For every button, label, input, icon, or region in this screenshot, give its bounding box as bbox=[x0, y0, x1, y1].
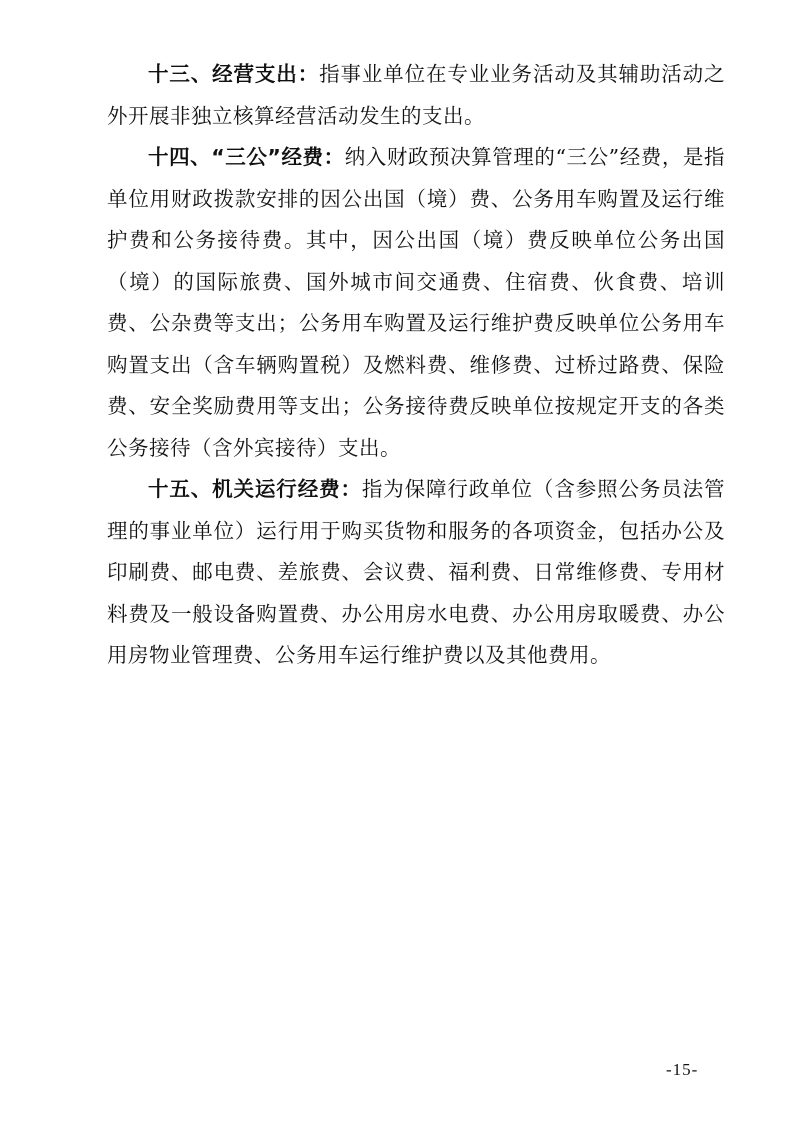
paragraph-three-public-expenses bbox=[107, 137, 725, 469]
definition-three-public-expenses: 纳入财政预决算管理的“三公”经费，是指单位用财政拨款安排的因公出国（境）费、公务用车购置及运行维护费和公务接待费。其中，因公出国（境）费反映单位公务出国（境）的国际旅费、国外城市间交通费、住宿费、伙食费、培训费、公杂费等支出；公务用车购置及运行维护费反映单位公务用车购置支出（含车辆购置税）及燃料费、维修费、过桥过路费、保险费、安全奖励费用等支出；公务接待费反映单位按规定开支的各类公务接待（含外宾接待）支出。 bbox=[107, 145, 725, 460]
paragraph-operating-expenses bbox=[107, 54, 725, 137]
document-body bbox=[107, 54, 725, 677]
page-number: -15- bbox=[666, 1060, 699, 1079]
term-operating-expenses: 十三、经营支出 bbox=[148, 62, 298, 86]
term-separator: ： bbox=[323, 145, 345, 169]
definition-agency-operating-expenses: 指为保障行政单位（含参照公务员法管理的事业单位）运行用于购买货物和服务的各项资金，包括办公及印刷费、邮电费、差旅费、会议费、福利费、日常维修费、专用材料费及一般设备购置费、办公用房水电费、办公用房取暖费、办公用房物业管理费、公务用车运行维护费以及其他费用。 bbox=[107, 477, 726, 667]
term-separator: ： bbox=[297, 62, 320, 86]
term-agency-operating-expenses: 十五、机关运行经费 bbox=[148, 477, 341, 501]
definition-operating-expenses: 指事业单位在专业业务活动及其辅助活动之外开展非独立核算经营活动发生的支出。 bbox=[107, 62, 726, 128]
term-separator: ： bbox=[340, 477, 362, 501]
term-three-public-expenses: 十四、“三公”经费 bbox=[148, 145, 324, 169]
paragraph-agency-operating-expenses bbox=[107, 469, 725, 677]
